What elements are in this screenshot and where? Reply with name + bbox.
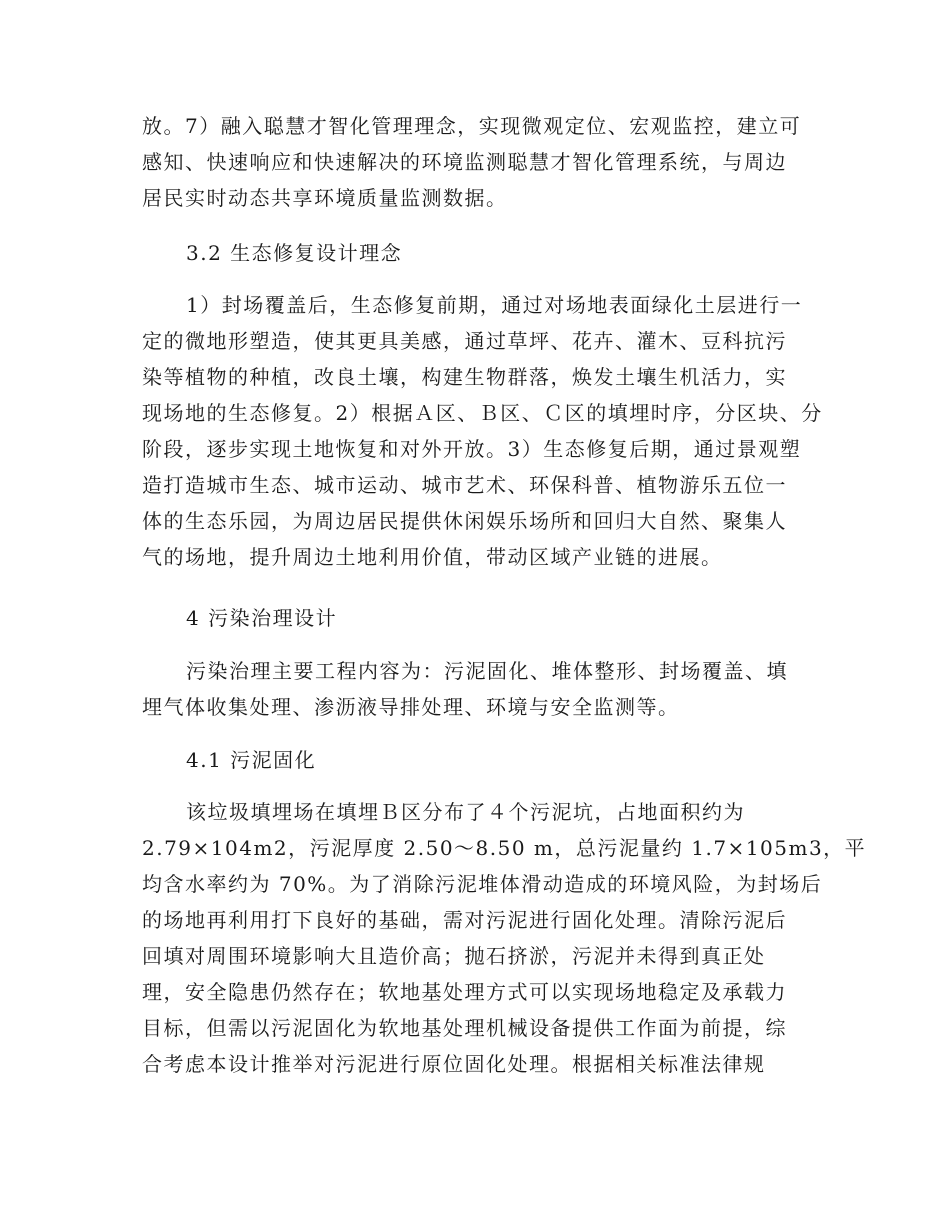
heading-3-2: 3.2 生态修复设计理念 [186, 241, 403, 265]
heading-4-1: 4.1 污泥固化 [186, 748, 317, 772]
text-line: 1）封场覆盖后，生态修复前期，通过对场地表面绿化土层进行一 [186, 293, 803, 317]
section-heading [142, 742, 822, 778]
text-line: 气的场地，提升周边土地利用价值，带动区域产业链的进展。 [142, 545, 723, 569]
text-line: 回填对周围环境影响大且造价高；抛石挤淤，污泥并未得到真正处 [142, 944, 766, 968]
paragraph-pollution-works [142, 653, 822, 725]
text-line: 均含水率约为 70%。为了消除污泥堆体滑动造成的环境风险，为封场后 [142, 872, 823, 896]
text-line: 理，安全隐患仍然存在；软地基处理方式可以实现场地稳定及承载力 [142, 980, 787, 1004]
text-line: 现场地的生态修复。2）根据Ａ区、Ｂ区、Ｃ区的填埋时序，分区块、分 [142, 401, 823, 425]
text-line: 2.79×104m2，污泥厚度 2.50～8.50 m，总污泥量约 1.7×105m3，平 [142, 836, 867, 860]
text-line: 放。7）融入聪慧才智化管理理念，实现微观定位、宏观监控，建立可 [142, 114, 802, 138]
text-line: 感知、快速响应和快速解决的环境监测聪慧才智化管理系统，与周边 [142, 150, 787, 174]
section-heading [142, 600, 822, 636]
section-heading [142, 235, 822, 271]
paragraph-sludge [142, 794, 867, 1082]
text-line: 该垃圾填埋场在填埋Ｂ区分布了４个污泥坑，占地面积约为 [186, 800, 745, 824]
text-line: 的场地再利用打下良好的基础，需对污泥进行固化处理。清除污泥后 [142, 908, 787, 932]
text-line: 阶段，逐步实现土地恢复和对外开放。3）生态修复后期，通过景观塑 [142, 437, 802, 461]
text-line: 体的生态乐园，为周边居民提供休闲娱乐场所和回归大自然、聚集人 [142, 509, 787, 533]
text-line: 染等植物的种植，改良土壤，构建生物群落，焕发土壤生机活力，实 [142, 365, 787, 389]
paragraph-ecological-repair [142, 287, 822, 575]
paragraph-continuation [142, 108, 822, 216]
text-line: 目标，但需以污泥固化为软地基处理机械设备提供工作面为前提，综 [142, 1016, 787, 1040]
text-line: 定的微地形塑造，使其更具美感，通过草坪、花卉、灌木、豆科抗污 [142, 329, 787, 353]
text-line: 造打造城市生态、城市运动、城市艺术、环保科普、植物游乐五位一 [142, 473, 787, 497]
text-line: 污染治理主要工程内容为：污泥固化、堆体整形、封场覆盖、填 [186, 659, 788, 683]
text-line: 居民实时动态共享环境质量监测数据。 [142, 186, 508, 210]
text-line: 合考虑本设计推举对污泥进行原位固化处理。根据相关标准法律规 [142, 1052, 766, 1076]
text-line: 埋气体收集处理、渗沥液导排处理、环境与安全监测等。 [142, 695, 680, 719]
heading-4: 4 污染治理设计 [186, 606, 338, 630]
